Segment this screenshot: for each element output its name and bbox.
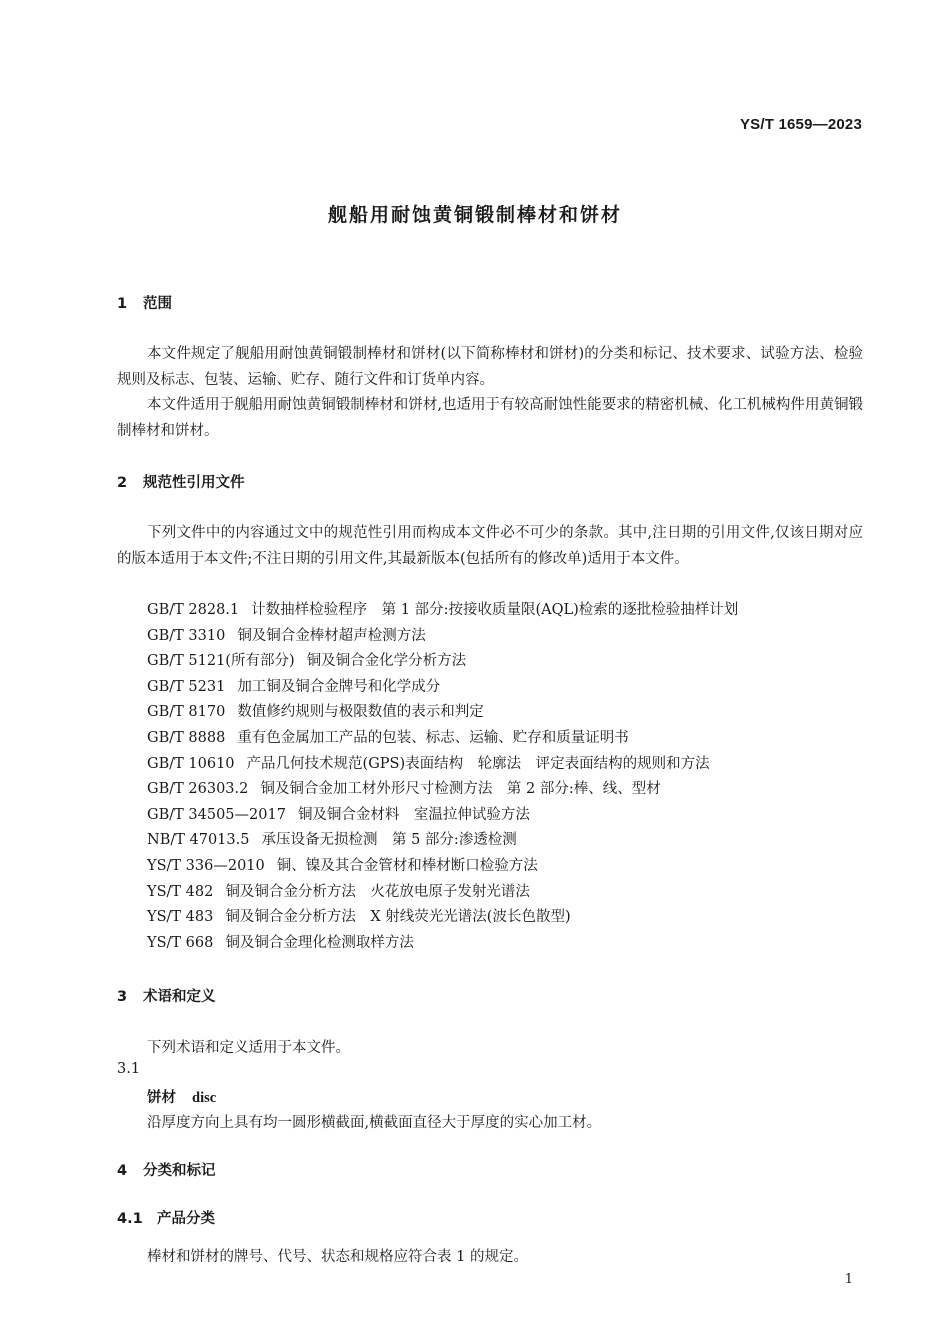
reference-code: YS/T 668 bbox=[147, 934, 214, 951]
reference-code: GB/T 34505—2017 bbox=[147, 806, 286, 823]
section-number: 4 bbox=[117, 1163, 128, 1179]
reference-item bbox=[147, 828, 738, 854]
standard-code: YS/T 1659—2023 bbox=[739, 116, 862, 133]
reference-title: 承压设备无损检测 第 5 部分:渗透检测 bbox=[261, 832, 517, 849]
reference-code: GB/T 5121(所有部分) bbox=[147, 653, 295, 670]
reference-item bbox=[147, 598, 738, 624]
scope-paragraph-2: 本文件适用于舰船用耐蚀黄铜锻制棒材和饼材,也适用于有较高耐蚀性能要求的精密机械、化工机械构件用黄铜锻制棒材和饼材。 bbox=[117, 397, 863, 439]
scope-paragraph-1: 本文件规定了舰船用耐蚀黄铜锻制棒材和饼材(以下简称棒材和饼材)的分类和标记、技术要求、试验方法、检验规则及标志、包装、运输、贮存、随行文件和订货单内容。 bbox=[117, 346, 863, 388]
reference-item bbox=[147, 700, 738, 726]
reference-code: GB/T 2828.1 bbox=[147, 602, 240, 618]
reference-list bbox=[147, 598, 738, 956]
document-title: 舰船用耐蚀黄铜锻制棒材和饼材 bbox=[327, 204, 622, 226]
section-title: 术语和定义 bbox=[143, 989, 216, 1005]
reference-title: 铜及铜合金分析方法 火花放电原子发射光谱法 bbox=[225, 883, 530, 900]
reference-title: 计数抽样检验程序 第 1 部分:按接收质量限(AQL)检索的逐批检验抽样计划 bbox=[251, 602, 739, 618]
term-definition: 沿厚度方向上具有均一圆形横截面,横截面直径大于厚度的实心加工材。 bbox=[147, 1115, 602, 1131]
section-1-heading bbox=[117, 292, 172, 313]
reference-code: YS/T 336—2010 bbox=[147, 857, 265, 874]
reference-title: 铜及铜合金化学分析方法 bbox=[306, 653, 467, 670]
reference-title: 加工铜及铜合金牌号和化学成分 bbox=[237, 678, 441, 695]
subsection-title: 产品分类 bbox=[157, 1211, 215, 1227]
section-title: 分类和标记 bbox=[143, 1163, 216, 1179]
classification-text: 棒材和饼材的牌号、代号、状态和规格应符合表 1 的规定。 bbox=[147, 1249, 528, 1265]
reference-code: GB/T 3310 bbox=[147, 627, 226, 644]
reference-code: YS/T 483 bbox=[147, 909, 214, 926]
reference-item bbox=[147, 905, 738, 931]
reference-code: GB/T 10610 bbox=[147, 755, 235, 772]
reference-title: 重有色金属加工产品的包装、标志、运输、贮存和质量证明书 bbox=[237, 729, 629, 746]
terms-intro: 下列术语和定义适用于本文件。 bbox=[147, 1040, 350, 1056]
term-english: disc bbox=[192, 1090, 217, 1106]
section-number: 1 bbox=[117, 296, 128, 312]
term-number: 3.1 bbox=[117, 1061, 141, 1077]
reference-item bbox=[147, 854, 738, 880]
section-2-heading bbox=[117, 471, 245, 492]
term-entry bbox=[147, 1086, 216, 1107]
page-number: 1 bbox=[844, 1272, 853, 1287]
reference-item bbox=[147, 752, 738, 778]
reference-code: NB/T 47013.5 bbox=[147, 832, 250, 849]
reference-code: YS/T 482 bbox=[147, 883, 214, 900]
reference-item bbox=[147, 726, 738, 752]
term-chinese: 饼材 bbox=[147, 1089, 176, 1106]
reference-title: 铜、镍及其合金管材和棒材断口检验方法 bbox=[276, 857, 538, 874]
reference-title: 铜及铜合金分析方法 X 射线荧光光谱法(波长色散型) bbox=[225, 909, 571, 926]
section-4-heading bbox=[117, 1159, 216, 1180]
reference-title: 铜及铜合金理化检测取样方法 bbox=[225, 934, 414, 951]
reference-title: 铜及铜合金棒材超声检测方法 bbox=[237, 627, 426, 644]
reference-item bbox=[147, 777, 738, 803]
section-number: 2 bbox=[117, 475, 128, 491]
reference-item bbox=[147, 931, 738, 957]
reference-code: GB/T 26303.2 bbox=[147, 781, 249, 798]
reference-item bbox=[147, 675, 738, 701]
reference-code: GB/T 8170 bbox=[147, 704, 226, 721]
reference-title: 产品几何技术规范(GPS)表面结构 轮廓法 评定表面结构的规则和方法 bbox=[246, 755, 710, 772]
reference-item bbox=[147, 803, 738, 829]
subsection-number: 4.1 bbox=[117, 1211, 143, 1227]
reference-item bbox=[147, 649, 738, 675]
reference-title: 铜及铜合金加工材外形尺寸检测方法 第 2 部分:棒、线、型材 bbox=[260, 781, 661, 798]
reference-item bbox=[147, 880, 738, 906]
reference-code: GB/T 8888 bbox=[147, 729, 226, 746]
section-title: 范围 bbox=[143, 296, 172, 312]
section-3-heading bbox=[117, 985, 216, 1006]
subsection-4-1-heading bbox=[117, 1207, 215, 1228]
section-title: 规范性引用文件 bbox=[143, 475, 245, 491]
section-number: 3 bbox=[117, 989, 128, 1005]
reference-code: GB/T 5231 bbox=[147, 678, 226, 695]
reference-item bbox=[147, 624, 738, 650]
normative-references-intro: 下列文件中的内容通过文中的规范性引用而构成本文件必不可少的条款。其中,注日期的引用文件,仅该日期对应的版本适用于本文件;不注日期的引用文件,其最新版本(包括所有的修改单)适用于本文件。 bbox=[117, 525, 863, 567]
reference-title: 铜及铜合金材料 室温拉伸试验方法 bbox=[297, 806, 530, 823]
reference-title: 数值修约规则与极限数值的表示和判定 bbox=[237, 704, 484, 721]
